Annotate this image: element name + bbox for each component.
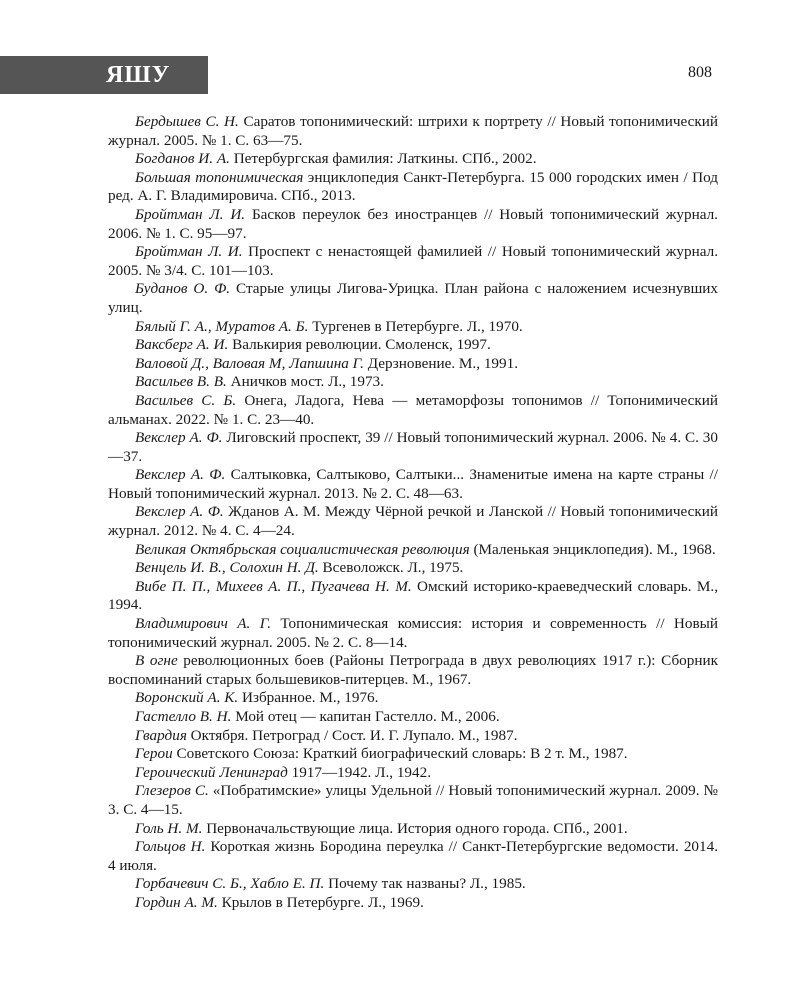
entry-text: «Побратимские» улицы Удельной // Новый топонимический журнал. 2009. № 3. С. 4—15. <box>108 782 719 818</box>
entry-author: Венцель И. В., Солохин Н. Д. <box>135 559 319 577</box>
bibliography-entry <box>108 243 718 280</box>
entry-text: Петербургская фамилия: Латкины. СПб., 2002. <box>229 150 537 168</box>
entry-text: Басков переулок без иностранцев // Новый топонимический журнал. 2006. № 1. С. 95—97. <box>108 205 718 242</box>
entry-author: Героический Ленинград <box>135 763 288 781</box>
page-number: 808 <box>688 64 712 81</box>
entry-author: Гастелло В. Н. <box>135 708 232 725</box>
entry-text: Крылов в Петербурге. Л., 1969. <box>217 893 424 911</box>
entry-author: Герои <box>135 745 173 763</box>
entry-text: Саратов топонимический: штрихи к портрету // Новый топонимический журнал. 2005. № 1. С. 63—75. <box>108 113 718 149</box>
entry-author: В огне <box>135 652 178 670</box>
entry-author: Бялый Г. А., Муратов А. Б. <box>135 317 309 335</box>
entry-author: Богданов И. А. <box>135 150 230 168</box>
bibliography-entry <box>108 541 718 560</box>
entry-author: Гордин А. М. <box>135 893 218 911</box>
entry-text: Короткая жизнь Бородина переулка // Санкт-Петербургские ведомости. 2014. 4 июля. <box>108 838 719 874</box>
entry-author: Векслер А. Ф. <box>135 466 226 484</box>
bibliography-entry <box>108 689 718 708</box>
section-tab <box>0 56 208 94</box>
entry-author: Гольцов Н. <box>135 838 206 856</box>
bibliography-entry <box>108 113 718 150</box>
entry-author: Бердышев С. Н. <box>135 113 239 130</box>
bibliography-entry <box>108 318 718 337</box>
bibliography-entry <box>108 503 718 540</box>
bibliography-entry <box>108 838 718 875</box>
entry-author: Векслер А. Ф. <box>135 429 223 447</box>
section-label: ЯШУ <box>106 62 171 88</box>
bibliography-entry <box>108 652 718 689</box>
bibliography-entry <box>108 466 718 503</box>
entry-text: Избранное. М., 1976. <box>238 689 379 707</box>
bibliography-entry <box>108 820 718 839</box>
entry-text: Всеволожск. Л., 1975. <box>318 559 464 577</box>
entry-text: Тургенев в Петербурге. Л., 1970. <box>308 317 523 335</box>
bibliography-entry <box>108 150 718 169</box>
entry-author: Воронский А. К. <box>135 689 239 707</box>
bibliography-entry <box>108 578 718 615</box>
entry-author: Васильев С. Б. <box>135 391 237 409</box>
bibliography-entry <box>108 206 718 243</box>
entry-text: Проспект с ненастоящей фамилией // Новый топонимический журнал. 2005. № 3/4. С. 101—103. <box>108 243 718 279</box>
bibliography-entry <box>108 764 718 783</box>
bibliography-entry <box>108 280 718 317</box>
entry-text: Салтыковка, Салтыково, Салтыки... Знаменитые имена на карте страны // Новый топонимический журнал. 2013. № 2. С. 48—63. <box>108 466 718 502</box>
entry-author: Владимирович А. Г. <box>135 615 272 633</box>
entry-text: Советского Союза: Краткий биографический словарь: В 2 т. М., 1987. <box>172 745 628 763</box>
bibliography-entry <box>108 875 718 894</box>
entry-text: Почему так названы? Л., 1985. <box>324 875 526 893</box>
bibliography-entry <box>108 894 718 913</box>
entry-text: (Маленькая энциклопедия). М., 1968. <box>469 540 716 558</box>
entry-author: Гвардия <box>135 726 187 744</box>
entry-text: Лиговский проспект, 39 // Новый топонимический журнал. 2006. № 4. С. 30—37. <box>108 429 718 465</box>
entry-author: Буданов О. Ф. <box>135 280 231 298</box>
bibliography-entry <box>108 429 718 466</box>
entry-text: энциклопедия Санкт-Петербурга. 15 000 городских имен / Под ред. А. Г. Владимировича. СПб., 2013. <box>108 168 718 205</box>
bibliography-entry <box>108 782 718 819</box>
entry-text: 1917—1942. Л., 1942. <box>287 763 432 781</box>
entry-author: Васильев В. В. <box>135 373 227 391</box>
entry-author: Вибе П. П., Михеев А. П., Пугачева Н. М. <box>135 577 412 595</box>
entry-author: Векслер А. Ф. <box>135 503 224 521</box>
entry-author: Валовой Д., Валовая М, Лапшина Г. <box>135 354 364 372</box>
bibliography-entry <box>108 392 718 429</box>
entry-author: Голь Н. М. <box>135 819 203 837</box>
entry-author: Великая Октябрьская социалистическая революция <box>135 540 470 558</box>
entry-text: Старые улицы Лигова-Урицка. План района с наложением исчезнувших улиц. <box>108 280 719 316</box>
entry-text: Октября. Петроград / Сост. И. Г. Лупало. М., 1987. <box>186 726 518 744</box>
entry-author: Горбачевич С. Б., Хабло Е. П. <box>135 875 325 893</box>
bibliography-entry <box>108 745 718 764</box>
bibliography-entry <box>108 615 718 652</box>
entry-text: революционных боев (Районы Петрограда в двух революциях 1917 г.): Сборник воспоминаний старых большевиков-питерцев. М., 1967. <box>108 652 718 688</box>
bibliography-entry <box>108 355 718 374</box>
entry-author: Бройтман Л. И. <box>135 205 246 223</box>
entry-text: Дерзновение. М., 1991. <box>363 354 518 372</box>
entry-text: Онега, Ладога, Нева — метаморфозы топонимов // Топонимический альманах. 2022. № 1. С. 23—40. <box>108 391 718 428</box>
entry-text: Аничков мост. Л., 1973. <box>226 373 384 391</box>
bibliography-entry <box>108 336 718 355</box>
entry-text: Мой отец — капитан Гастелло. М., 2006. <box>231 708 500 725</box>
entry-author: Большая топонимическая <box>135 168 304 186</box>
bibliography-entry <box>108 708 718 727</box>
bibliography-entry <box>108 727 718 746</box>
bibliography-list <box>108 113 718 913</box>
entry-author: Бройтман Л. И. <box>135 243 243 261</box>
entry-text: Жданов А. М. Между Чёрной речкой и Ланской // Новый топонимический журнал. 2012. № 4. С. 4—24. <box>108 503 718 540</box>
entry-text: Первоначальствующие лица. История одного города. СПб., 2001. <box>202 819 628 837</box>
entry-text: Омский историко-краеведческий словарь. М., 1994. <box>108 577 718 614</box>
entry-author: Ваксберг А. И. <box>135 336 229 354</box>
bibliography-entry <box>108 373 718 392</box>
entry-text: Валькирия революции. Смоленск, 1997. <box>228 336 491 354</box>
entry-text: Топонимическая комиссия: история и современность // Новый топонимический журнал. 2005. № 2. С. 8—14. <box>108 615 718 651</box>
bibliography-entry <box>108 169 718 206</box>
bibliography-entry <box>108 559 718 578</box>
entry-author: Глезеров С. <box>135 782 209 800</box>
